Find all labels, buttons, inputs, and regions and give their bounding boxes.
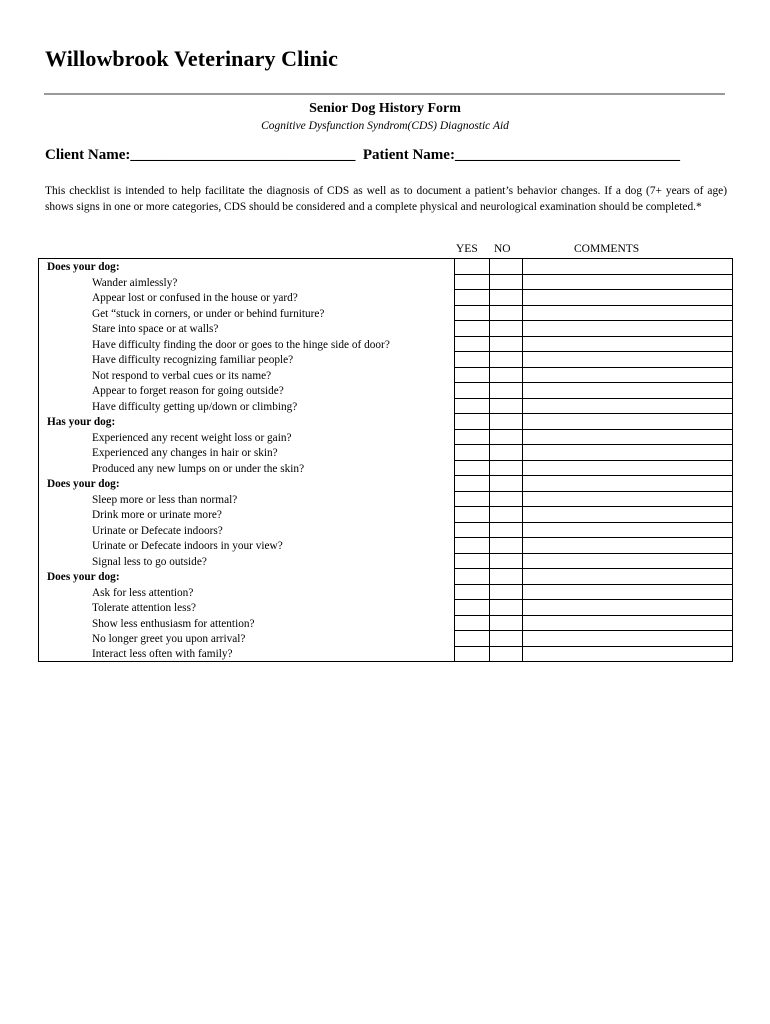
- comments-cell[interactable]: [523, 569, 733, 585]
- question-text: Ask for less attention?: [39, 584, 455, 600]
- question-text: Tolerate attention less?: [39, 600, 455, 616]
- comments-cell[interactable]: [523, 429, 733, 445]
- yes-checkbox-cell[interactable]: [455, 522, 490, 538]
- question-text: Urinate or Defecate indoors?: [39, 522, 455, 538]
- no-checkbox-cell[interactable]: [490, 321, 523, 337]
- yes-checkbox-cell[interactable]: [455, 352, 490, 368]
- question-row: [39, 460, 733, 476]
- yes-checkbox-cell[interactable]: [455, 445, 490, 461]
- question-row: [39, 321, 733, 337]
- question-text: Have difficulty recognizing familiar people?: [39, 352, 455, 368]
- no-checkbox-cell[interactable]: [490, 445, 523, 461]
- comments-cell[interactable]: [523, 352, 733, 368]
- yes-checkbox-cell[interactable]: [455, 367, 490, 383]
- no-checkbox-cell[interactable]: [490, 383, 523, 399]
- no-checkbox-cell[interactable]: [490, 352, 523, 368]
- question-row: [39, 584, 733, 600]
- question-text: Stare into space or at walls?: [39, 321, 455, 337]
- question-text: Have difficulty getting up/down or climbing?: [39, 398, 455, 414]
- question-row: [39, 522, 733, 538]
- section-heading: Does your dog:: [39, 476, 455, 492]
- question-text: Appear lost or confused in the house or yard?: [39, 290, 455, 306]
- question-text: Experienced any recent weight loss or gain?: [39, 429, 455, 445]
- comments-cell[interactable]: [523, 507, 733, 523]
- checklist-table: [38, 258, 733, 662]
- question-row: [39, 336, 733, 352]
- question-row: [39, 383, 733, 399]
- comments-cell[interactable]: [523, 460, 733, 476]
- comments-cell[interactable]: [523, 336, 733, 352]
- no-checkbox-cell[interactable]: [490, 631, 523, 647]
- question-row: [39, 445, 733, 461]
- yes-checkbox-cell[interactable]: [455, 274, 490, 290]
- yes-checkbox-cell[interactable]: [455, 460, 490, 476]
- question-row: [39, 398, 733, 414]
- comments-cell[interactable]: [523, 274, 733, 290]
- question-text: Get “stuck in corners, or under or behind furniture?: [39, 305, 455, 321]
- yes-checkbox-cell[interactable]: [455, 538, 490, 554]
- yes-checkbox-cell[interactable]: [455, 507, 490, 523]
- question-text: Urinate or Defecate indoors in your view?: [39, 538, 455, 554]
- yes-checkbox-cell[interactable]: [455, 491, 490, 507]
- question-row: [39, 631, 733, 647]
- comments-column-header: COMMENTS: [574, 243, 640, 255]
- yes-checkbox-cell[interactable]: [455, 615, 490, 631]
- no-checkbox-cell[interactable]: [490, 398, 523, 414]
- yes-checkbox-cell[interactable]: [455, 631, 490, 647]
- question-text: Produced any new lumps on or under the skin?: [39, 460, 455, 476]
- comments-cell[interactable]: [523, 553, 733, 569]
- no-checkbox-cell[interactable]: [490, 569, 523, 585]
- question-row: [39, 615, 733, 631]
- no-checkbox-cell[interactable]: [490, 476, 523, 492]
- section-heading: Has your dog:: [39, 414, 455, 430]
- yes-checkbox-cell[interactable]: [455, 553, 490, 569]
- comments-cell[interactable]: [523, 290, 733, 306]
- comments-cell[interactable]: [523, 445, 733, 461]
- yes-checkbox-cell[interactable]: [455, 398, 490, 414]
- question-row: [39, 305, 733, 321]
- comments-cell[interactable]: [523, 646, 733, 662]
- yes-checkbox-cell[interactable]: [455, 336, 490, 352]
- question-row: [39, 491, 733, 507]
- question-row: [39, 429, 733, 445]
- clinic-name: Willowbrook Veterinary Clinic: [45, 46, 338, 71]
- question-row: [39, 538, 733, 554]
- no-checkbox-cell[interactable]: [490, 460, 523, 476]
- no-checkbox-cell[interactable]: [490, 538, 523, 554]
- yes-checkbox-cell[interactable]: [455, 290, 490, 306]
- section-heading-row: [39, 414, 733, 430]
- no-checkbox-cell[interactable]: [490, 615, 523, 631]
- question-text: Experienced any changes in hair or skin?: [39, 445, 455, 461]
- no-checkbox-cell[interactable]: [490, 522, 523, 538]
- no-checkbox-cell[interactable]: [490, 336, 523, 352]
- question-row: [39, 507, 733, 523]
- comments-cell[interactable]: [523, 522, 733, 538]
- yes-checkbox-cell[interactable]: [455, 259, 490, 275]
- yes-checkbox-cell[interactable]: [455, 476, 490, 492]
- comments-cell[interactable]: [523, 259, 733, 275]
- yes-checkbox-cell[interactable]: [455, 305, 490, 321]
- comments-cell[interactable]: [523, 398, 733, 414]
- yes-checkbox-cell[interactable]: [455, 429, 490, 445]
- comments-cell[interactable]: [523, 321, 733, 337]
- comments-cell[interactable]: [523, 383, 733, 399]
- question-row: [39, 367, 733, 383]
- question-text: Drink more or urinate more?: [39, 507, 455, 523]
- intro-paragraph: This checklist is intended to help facilitate the diagnosis of CDS as well as to document a patient’s behavior changes. If a dog (7+ years of age) shows signs in one or more categories, CDS should be considered and a complete physical and neurological examination should be completed.*: [45, 185, 727, 213]
- question-text: Wander aimlessly?: [39, 274, 455, 290]
- yes-checkbox-cell[interactable]: [455, 321, 490, 337]
- comments-cell[interactable]: [523, 305, 733, 321]
- question-row: [39, 352, 733, 368]
- question-row: [39, 646, 733, 662]
- comments-cell[interactable]: [523, 538, 733, 554]
- yes-checkbox-cell[interactable]: [455, 600, 490, 616]
- no-checkbox-cell[interactable]: [490, 274, 523, 290]
- no-checkbox-cell[interactable]: [490, 584, 523, 600]
- no-column-header: NO: [494, 243, 511, 255]
- no-checkbox-cell[interactable]: [490, 491, 523, 507]
- comments-cell[interactable]: [523, 414, 733, 430]
- comments-cell[interactable]: [523, 491, 733, 507]
- no-checkbox-cell[interactable]: [490, 600, 523, 616]
- question-row: [39, 290, 733, 306]
- yes-checkbox-cell[interactable]: [455, 383, 490, 399]
- comments-cell[interactable]: [523, 584, 733, 600]
- comments-cell[interactable]: [523, 600, 733, 616]
- client-patient-name-line[interactable]: Client Name:______________________________ Patient Name:______________________________: [45, 147, 680, 163]
- no-checkbox-cell[interactable]: [490, 553, 523, 569]
- no-checkbox-cell[interactable]: [490, 290, 523, 306]
- yes-checkbox-cell[interactable]: [455, 646, 490, 662]
- yes-column-header: YES: [456, 243, 478, 255]
- question-text: Signal less to go outside?: [39, 553, 455, 569]
- no-checkbox-cell[interactable]: [490, 507, 523, 523]
- no-checkbox-cell[interactable]: [490, 367, 523, 383]
- section-heading-row: [39, 569, 733, 585]
- question-text: Not respond to verbal cues or its name?: [39, 367, 455, 383]
- question-row: [39, 600, 733, 616]
- comments-cell[interactable]: [523, 476, 733, 492]
- no-checkbox-cell[interactable]: [490, 646, 523, 662]
- yes-checkbox-cell[interactable]: [455, 414, 490, 430]
- form-title: Senior Dog History Form: [309, 101, 461, 116]
- question-row: [39, 553, 733, 569]
- section-heading: Does your dog:: [39, 569, 455, 585]
- question-text: Have difficulty finding the door or goes to the hinge side of door?: [39, 336, 455, 352]
- no-checkbox-cell[interactable]: [490, 305, 523, 321]
- section-heading-row: [39, 476, 733, 492]
- section-heading: Does your dog:: [39, 259, 455, 275]
- question-text: No longer greet you upon arrival?: [39, 631, 455, 647]
- no-checkbox-cell[interactable]: [490, 259, 523, 275]
- section-heading-row: [39, 259, 733, 275]
- title-divider: [44, 93, 725, 95]
- question-text: Show less enthusiasm for attention?: [39, 615, 455, 631]
- no-checkbox-cell[interactable]: [490, 429, 523, 445]
- yes-checkbox-cell[interactable]: [455, 584, 490, 600]
- comments-cell[interactable]: [523, 631, 733, 647]
- yes-checkbox-cell[interactable]: [455, 569, 490, 585]
- comments-cell[interactable]: [523, 367, 733, 383]
- no-checkbox-cell[interactable]: [490, 414, 523, 430]
- question-text: Sleep more or less than normal?: [39, 491, 455, 507]
- question-text: Interact less often with family?: [39, 646, 455, 662]
- checklist-body: [39, 259, 733, 662]
- question-row: [39, 274, 733, 290]
- comments-cell[interactable]: [523, 615, 733, 631]
- form-subtitle: Cognitive Dysfunction Syndrom(CDS) Diagnostic Aid: [261, 120, 509, 132]
- question-text: Appear to forget reason for going outside?: [39, 383, 455, 399]
